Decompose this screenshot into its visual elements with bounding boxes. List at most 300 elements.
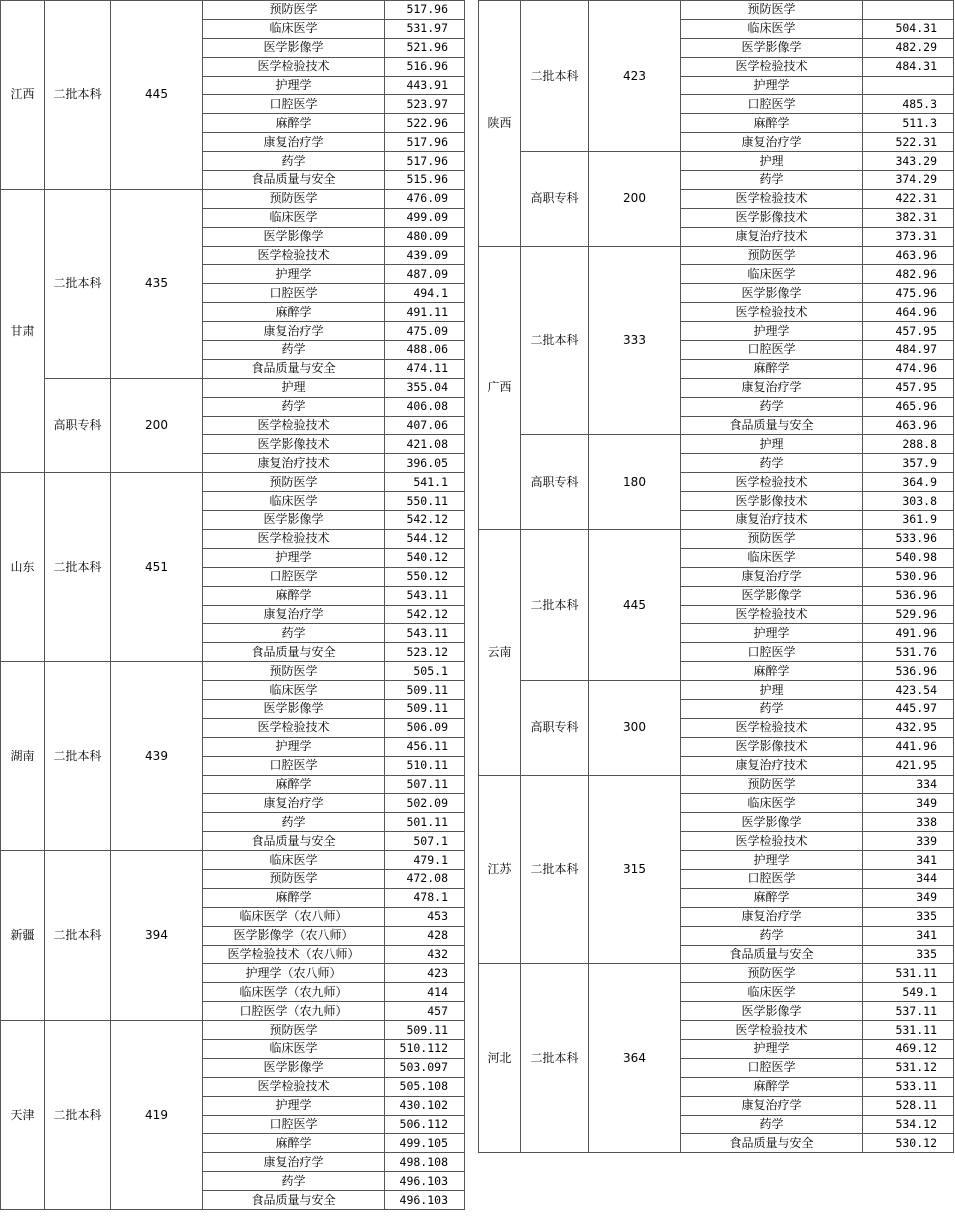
score-cell: 480.09	[385, 227, 465, 246]
province-cell: 江苏	[479, 775, 521, 964]
major-cell: 医学检验技术	[203, 529, 385, 548]
control-line-cell: 300	[589, 681, 681, 775]
major-cell: 麻醉学	[203, 775, 385, 794]
control-line-cell: 445	[111, 1, 203, 190]
score-cell: 439.09	[385, 246, 465, 265]
major-cell: 临床医学	[681, 265, 863, 284]
major-cell: 药学	[203, 152, 385, 171]
score-cell: 335	[863, 945, 954, 964]
major-cell: 医学影像学	[681, 38, 863, 57]
control-line-cell: 333	[589, 246, 681, 435]
major-cell: 医学检验技术	[203, 718, 385, 737]
major-cell: 麻醉学	[681, 662, 863, 681]
major-cell: 医学影像技术	[681, 208, 863, 227]
score-cell: 522.31	[863, 133, 954, 152]
major-cell: 医学检验技术	[681, 189, 863, 208]
score-cell: 421.08	[385, 435, 465, 454]
major-cell: 康复治疗学	[681, 907, 863, 926]
control-line-cell: 435	[111, 189, 203, 378]
score-cell: 484.31	[863, 57, 954, 76]
score-cell: 456.11	[385, 737, 465, 756]
major-cell: 麻醉学	[203, 1134, 385, 1153]
table-row	[1, 1, 465, 20]
score-table-right	[478, 0, 954, 1153]
score-cell: 406.08	[385, 397, 465, 416]
major-cell: 康复治疗学	[203, 322, 385, 341]
table-body-left	[1, 1, 465, 1210]
major-cell: 医学影像技术	[681, 492, 863, 511]
major-cell: 口腔医学	[681, 1058, 863, 1077]
major-cell: 麻醉学	[681, 114, 863, 133]
province-cell: 天津	[1, 1021, 45, 1210]
major-cell: 医学影像学	[681, 1002, 863, 1021]
major-cell: 康复治疗技术	[203, 454, 385, 473]
score-cell: 478.1	[385, 888, 465, 907]
score-cell: 432.95	[863, 718, 954, 737]
major-cell: 药学	[203, 397, 385, 416]
batch-level-cell: 二批本科	[45, 662, 111, 851]
batch-level-cell: 高职专科	[521, 152, 589, 246]
score-cell: 528.11	[863, 1096, 954, 1115]
score-cell: 504.31	[863, 19, 954, 38]
major-cell: 医学影像技术	[203, 435, 385, 454]
score-cell: 509.11	[385, 681, 465, 700]
score-cell: 463.96	[863, 416, 954, 435]
score-cell: 531.11	[863, 964, 954, 983]
batch-level-cell: 二批本科	[521, 775, 589, 964]
major-cell: 医学影像学	[681, 586, 863, 605]
province-cell: 新疆	[1, 851, 45, 1021]
score-cell: 423.54	[863, 681, 954, 700]
major-cell: 康复治疗学	[681, 1096, 863, 1115]
major-cell: 临床医学（农九师）	[203, 983, 385, 1002]
major-cell: 康复治疗学	[681, 378, 863, 397]
score-cell: 516.96	[385, 57, 465, 76]
major-cell: 预防医学	[681, 775, 863, 794]
score-cell: 341	[863, 926, 954, 945]
major-cell: 医学检验技术	[681, 57, 863, 76]
major-cell: 康复治疗学	[203, 794, 385, 813]
major-cell: 药学	[203, 624, 385, 643]
batch-level-cell: 二批本科	[521, 964, 589, 1153]
score-cell: 421.95	[863, 756, 954, 775]
control-line-cell: 439	[111, 662, 203, 851]
score-cell: 443.91	[385, 76, 465, 95]
score-cell: 349	[863, 888, 954, 907]
score-cell: 355.04	[385, 378, 465, 397]
major-cell: 医学影像技术	[681, 737, 863, 756]
control-line-cell: 451	[111, 473, 203, 662]
major-cell: 麻醉学	[203, 114, 385, 133]
score-cell: 531.76	[863, 643, 954, 662]
batch-level-cell: 二批本科	[45, 1021, 111, 1210]
score-cell: 475.96	[863, 284, 954, 303]
score-cell: 510.112	[385, 1039, 465, 1058]
major-cell: 护理	[681, 435, 863, 454]
score-cell: 479.1	[385, 851, 465, 870]
batch-level-cell: 二批本科	[45, 851, 111, 1021]
table-row	[479, 1, 954, 20]
score-cell: 457.95	[863, 322, 954, 341]
score-cell: 432	[385, 945, 465, 964]
score-cell: 457	[385, 1002, 465, 1021]
score-cell: 482.96	[863, 265, 954, 284]
score-cell: 344	[863, 869, 954, 888]
major-cell: 预防医学	[203, 662, 385, 681]
major-cell: 医学影像学	[203, 699, 385, 718]
control-line-cell: 394	[111, 851, 203, 1021]
score-cell: 484.97	[863, 341, 954, 360]
major-cell: 临床医学	[203, 851, 385, 870]
score-cell: 341	[863, 851, 954, 870]
table-row	[479, 246, 954, 265]
major-cell: 口腔医学	[203, 567, 385, 586]
table-row	[479, 681, 954, 700]
province-cell: 陕西	[479, 1, 521, 247]
major-cell: 护理学	[681, 851, 863, 870]
major-cell: 医学检验技术	[681, 1021, 863, 1040]
major-cell: 医学检验技术	[203, 246, 385, 265]
score-cell: 422.31	[863, 189, 954, 208]
major-cell: 食品质量与安全	[681, 1134, 863, 1153]
score-cell: 428	[385, 926, 465, 945]
score-cell: 531.12	[863, 1058, 954, 1077]
province-cell: 广西	[479, 246, 521, 529]
score-cell: 509.11	[385, 1021, 465, 1040]
score-cell: 463.96	[863, 246, 954, 265]
score-cell: 522.96	[385, 114, 465, 133]
score-cell: 445.97	[863, 699, 954, 718]
major-cell: 食品质量与安全	[203, 171, 385, 190]
score-cell: 474.96	[863, 359, 954, 378]
score-cell: 487.09	[385, 265, 465, 284]
province-cell: 云南	[479, 529, 521, 775]
score-cell: 517.96	[385, 152, 465, 171]
major-cell: 食品质量与安全	[203, 832, 385, 851]
major-cell: 康复治疗学	[203, 1153, 385, 1172]
major-cell: 药学	[681, 454, 863, 473]
score-cell: 494.1	[385, 284, 465, 303]
score-cell: 533.96	[863, 529, 954, 548]
major-cell: 临床医学	[203, 492, 385, 511]
batch-level-cell: 二批本科	[521, 246, 589, 435]
batch-level-cell: 高职专科	[521, 681, 589, 775]
province-cell: 甘肃	[1, 189, 45, 472]
table-row	[1, 851, 465, 870]
score-cell: 534.12	[863, 1115, 954, 1134]
control-line-cell: 180	[589, 435, 681, 529]
score-cell: 476.09	[385, 189, 465, 208]
score-cell: 335	[863, 907, 954, 926]
score-cell: 529.96	[863, 605, 954, 624]
score-cell: 523.97	[385, 95, 465, 114]
major-cell: 预防医学	[203, 189, 385, 208]
score-cell: 474.11	[385, 359, 465, 378]
major-cell: 麻醉学	[681, 1077, 863, 1096]
score-cell: 334	[863, 775, 954, 794]
batch-level-cell: 二批本科	[45, 1, 111, 190]
major-cell: 护理学	[681, 624, 863, 643]
score-cell: 303.8	[863, 492, 954, 511]
major-cell: 临床医学（农八师）	[203, 907, 385, 926]
major-cell: 预防医学	[681, 246, 863, 265]
score-cell: 517.96	[385, 133, 465, 152]
table-row	[1, 189, 465, 208]
major-cell: 护理学	[203, 1096, 385, 1115]
major-cell: 医学检验技术	[203, 416, 385, 435]
score-cell: 499.09	[385, 208, 465, 227]
score-cell: 541.1	[385, 473, 465, 492]
major-cell: 药学	[681, 926, 863, 945]
major-cell: 康复治疗学	[203, 605, 385, 624]
major-cell: 口腔医学	[203, 756, 385, 775]
score-cell: 549.1	[863, 983, 954, 1002]
batch-level-cell: 高职专科	[521, 435, 589, 529]
major-cell: 医学影像学	[203, 38, 385, 57]
control-line-cell: 200	[111, 378, 203, 472]
score-cell: 373.31	[863, 227, 954, 246]
major-cell: 医学检验技术	[203, 1077, 385, 1096]
score-cell: 485.3	[863, 95, 954, 114]
score-cell: 503.097	[385, 1058, 465, 1077]
score-cell: 457.95	[863, 378, 954, 397]
major-cell: 麻醉学	[681, 359, 863, 378]
score-cell: 515.96	[385, 171, 465, 190]
score-cell: 517.96	[385, 1, 465, 20]
score-cell: 339	[863, 832, 954, 851]
major-cell: 药学	[681, 397, 863, 416]
score-cell: 364.9	[863, 473, 954, 492]
major-cell: 康复治疗学	[681, 133, 863, 152]
score-cell: 382.31	[863, 208, 954, 227]
major-cell: 护理学	[203, 265, 385, 284]
major-cell: 医学检验技术	[203, 57, 385, 76]
major-cell: 医学影像学	[203, 1058, 385, 1077]
major-cell: 预防医学	[681, 964, 863, 983]
major-cell: 医学影像学（农八师）	[203, 926, 385, 945]
province-cell: 湖南	[1, 662, 45, 851]
major-cell: 护理	[681, 681, 863, 700]
major-cell: 康复治疗技术	[681, 756, 863, 775]
batch-level-cell: 二批本科	[521, 1, 589, 152]
score-cell: 357.9	[863, 454, 954, 473]
major-cell: 口腔医学	[681, 95, 863, 114]
score-cell: 543.11	[385, 624, 465, 643]
score-cell: 530.12	[863, 1134, 954, 1153]
score-cell: 414	[385, 983, 465, 1002]
score-cell: 537.11	[863, 1002, 954, 1021]
score-cell: 288.8	[863, 435, 954, 454]
table-row	[479, 529, 954, 548]
major-cell: 预防医学	[681, 1, 863, 20]
score-cell: 349	[863, 794, 954, 813]
score-cell: 540.12	[385, 548, 465, 567]
table-row	[479, 435, 954, 454]
table-row	[1, 473, 465, 492]
score-cell: 469.12	[863, 1039, 954, 1058]
score-cell: 531.97	[385, 19, 465, 38]
score-cell: 343.29	[863, 152, 954, 171]
score-cell: 499.105	[385, 1134, 465, 1153]
major-cell: 食品质量与安全	[681, 416, 863, 435]
province-cell: 河北	[479, 964, 521, 1153]
major-cell: 医学检验技术	[681, 718, 863, 737]
major-cell: 口腔医学	[681, 643, 863, 662]
score-cell: 550.11	[385, 492, 465, 511]
score-cell: 488.06	[385, 341, 465, 360]
major-cell: 药学	[681, 1115, 863, 1134]
major-cell: 药学	[681, 699, 863, 718]
major-cell: 医学影像学	[681, 813, 863, 832]
major-cell: 药学	[203, 341, 385, 360]
score-cell: 521.96	[385, 38, 465, 57]
major-cell: 食品质量与安全	[681, 945, 863, 964]
score-cell: 511.3	[863, 114, 954, 133]
major-cell: 麻醉学	[203, 586, 385, 605]
major-cell: 护理学	[681, 322, 863, 341]
score-cell: 540.98	[863, 548, 954, 567]
major-cell: 医学影像学	[681, 284, 863, 303]
major-cell: 医学检验技术	[681, 473, 863, 492]
province-cell: 山东	[1, 473, 45, 662]
table-row	[479, 152, 954, 171]
major-cell: 药学	[203, 1172, 385, 1191]
score-cell: 407.06	[385, 416, 465, 435]
major-cell: 康复治疗学	[681, 567, 863, 586]
table-row	[479, 775, 954, 794]
score-cell: 531.11	[863, 1021, 954, 1040]
score-cell: 396.05	[385, 454, 465, 473]
batch-level-cell: 二批本科	[45, 189, 111, 378]
score-cell: 453	[385, 907, 465, 926]
control-line-cell: 364	[589, 964, 681, 1153]
score-cell	[863, 76, 954, 95]
major-cell: 临床医学	[681, 794, 863, 813]
major-cell: 医学检验技术	[681, 605, 863, 624]
score-cell: 506.09	[385, 718, 465, 737]
major-cell: 护理学（农八师）	[203, 964, 385, 983]
score-table-left	[0, 0, 465, 1210]
score-cell: 361.9	[863, 511, 954, 530]
major-cell: 临床医学	[681, 19, 863, 38]
score-cell: 523.12	[385, 643, 465, 662]
major-cell: 护理	[681, 152, 863, 171]
control-line-cell: 423	[589, 1, 681, 152]
major-cell: 护理学	[681, 1039, 863, 1058]
score-cell: 510.11	[385, 756, 465, 775]
major-cell: 临床医学	[203, 19, 385, 38]
major-cell: 麻醉学	[203, 888, 385, 907]
control-line-cell: 445	[589, 529, 681, 680]
score-cell	[863, 1, 954, 20]
major-cell: 口腔医学	[203, 1115, 385, 1134]
score-cell: 423	[385, 964, 465, 983]
score-cell: 509.11	[385, 699, 465, 718]
major-cell: 食品质量与安全	[203, 643, 385, 662]
score-cell: 533.11	[863, 1077, 954, 1096]
score-cell: 374.29	[863, 171, 954, 190]
major-cell: 医学检验技术	[681, 832, 863, 851]
province-cell: 江西	[1, 1, 45, 190]
table-row	[479, 964, 954, 983]
score-cell: 496.103	[385, 1191, 465, 1210]
major-cell: 临床医学	[203, 1039, 385, 1058]
batch-level-cell: 二批本科	[45, 473, 111, 662]
score-cell: 338	[863, 813, 954, 832]
major-cell: 护理	[203, 378, 385, 397]
major-cell: 临床医学	[681, 548, 863, 567]
major-cell: 康复治疗技术	[681, 227, 863, 246]
major-cell: 麻醉学	[681, 888, 863, 907]
batch-level-cell: 二批本科	[521, 529, 589, 680]
table-row	[1, 662, 465, 681]
score-cell: 505.108	[385, 1077, 465, 1096]
major-cell: 预防医学	[203, 869, 385, 888]
score-cell: 530.96	[863, 567, 954, 586]
score-cell: 464.96	[863, 303, 954, 322]
major-cell: 预防医学	[203, 473, 385, 492]
major-cell: 医学影像学	[203, 511, 385, 530]
major-cell: 医学检验技术（农八师）	[203, 945, 385, 964]
score-cell: 430.102	[385, 1096, 465, 1115]
score-cell: 482.29	[863, 38, 954, 57]
major-cell: 临床医学	[203, 681, 385, 700]
major-cell: 临床医学	[203, 208, 385, 227]
major-cell: 护理学	[203, 548, 385, 567]
major-cell: 麻醉学	[203, 303, 385, 322]
major-cell: 临床医学	[681, 983, 863, 1002]
score-cell: 550.12	[385, 567, 465, 586]
major-cell: 口腔医学	[203, 284, 385, 303]
table-row	[1, 378, 465, 397]
major-cell: 药学	[681, 171, 863, 190]
major-cell: 食品质量与安全	[203, 1191, 385, 1210]
score-cell: 491.11	[385, 303, 465, 322]
score-cell: 544.12	[385, 529, 465, 548]
score-cell: 536.96	[863, 586, 954, 605]
major-cell: 口腔医学	[681, 869, 863, 888]
major-cell: 食品质量与安全	[203, 359, 385, 378]
major-cell: 口腔医学	[681, 341, 863, 360]
major-cell: 护理学	[681, 76, 863, 95]
score-cell: 475.09	[385, 322, 465, 341]
major-cell: 康复治疗学	[203, 133, 385, 152]
table-row	[1, 1021, 465, 1040]
major-cell: 康复治疗技术	[681, 511, 863, 530]
score-cell: 506.112	[385, 1115, 465, 1134]
major-cell: 预防医学	[203, 1, 385, 20]
score-cell: 542.12	[385, 605, 465, 624]
major-cell: 护理学	[203, 737, 385, 756]
score-cell: 441.96	[863, 737, 954, 756]
score-cell: 502.09	[385, 794, 465, 813]
score-cell: 505.1	[385, 662, 465, 681]
score-cell: 498.108	[385, 1153, 465, 1172]
major-cell: 口腔医学（农九师）	[203, 1002, 385, 1021]
score-cell: 543.11	[385, 586, 465, 605]
score-cell: 536.96	[863, 662, 954, 681]
score-cell: 491.96	[863, 624, 954, 643]
table-body-right	[479, 1, 954, 1153]
control-line-cell: 200	[589, 152, 681, 246]
major-cell: 护理学	[203, 76, 385, 95]
major-cell: 口腔医学	[203, 95, 385, 114]
score-cell: 501.11	[385, 813, 465, 832]
major-cell: 药学	[203, 813, 385, 832]
batch-level-cell: 高职专科	[45, 378, 111, 472]
score-cell: 496.103	[385, 1172, 465, 1191]
score-cell: 507.1	[385, 832, 465, 851]
